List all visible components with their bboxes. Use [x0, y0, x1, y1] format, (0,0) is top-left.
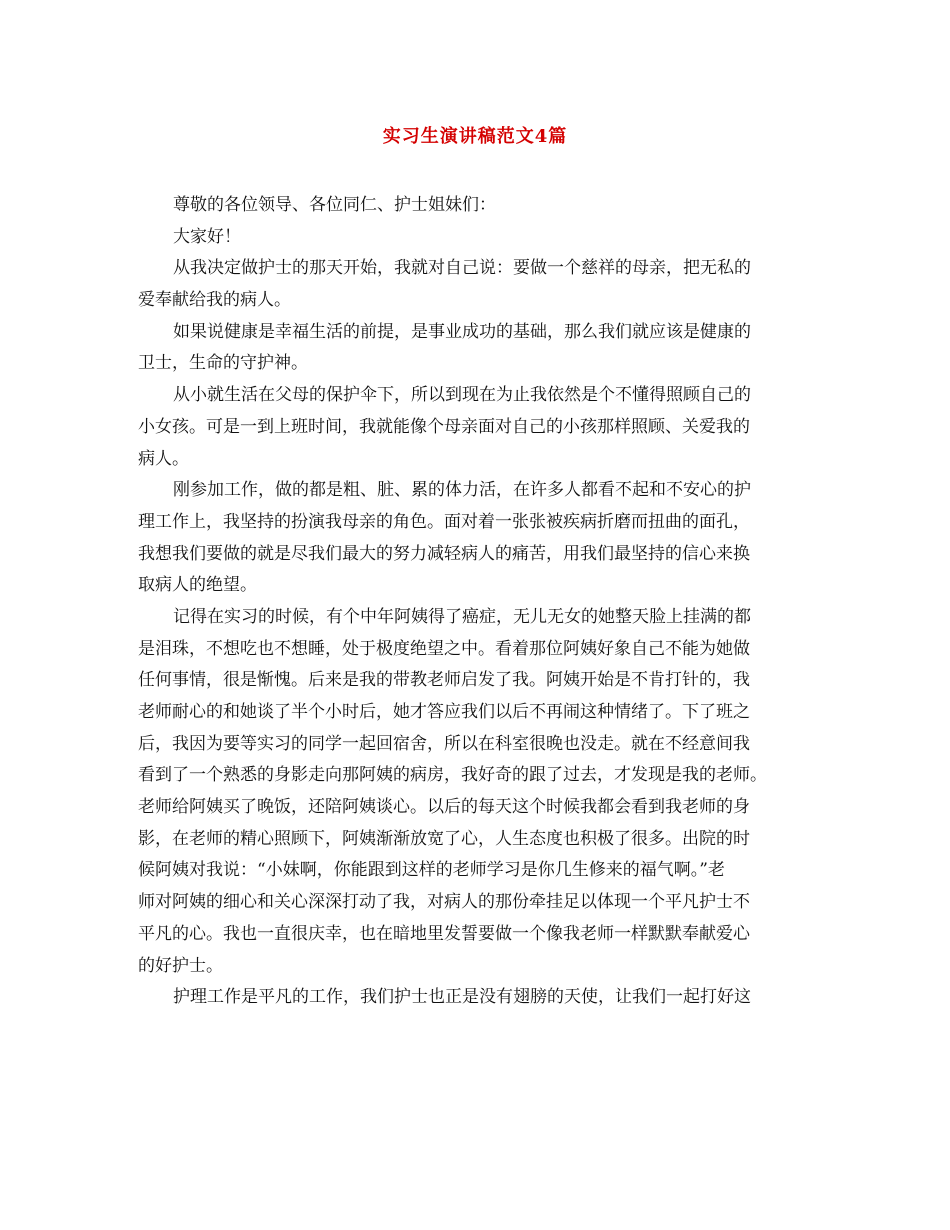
text-line: 小女孩。可是一到上班时间，我就能像个母亲面对自己的小孩那样照顾、关爱我的 [138, 416, 750, 437]
text-line: 我想我们要做的就是尽我们最大的努力减轻病人的痛苦，用我们最坚持的信心来换 [138, 543, 750, 564]
text-line: 老师耐心的和她谈了半个小时后，她才答应我们以后不再闹这种情绪了。下了班之 [138, 702, 750, 722]
text-line: 后，我因为要等实习的同学一起回宿舍，所以在科室很晚也没走。就在不经意间我 [138, 733, 750, 754]
text-line: 卫士，生命的守护神。 [138, 353, 308, 374]
text-line: 平凡的心。我也一直很庆幸，也在暗地里发誓要做一个像我老师一样默默奉献爱心 [138, 923, 750, 944]
text-line: 从我决定做护士的那天开始，我就对自己说：要做一个慈祥的母亲，把无私的 [173, 258, 751, 279]
text-line: 是泪珠，不想吃也不想睡，处于极度绝望之中。看着那位阿姨好象自己不能为她做 [138, 638, 750, 659]
text-line: 尊敬的各位领导、各位同仁、护士姐妹们： [173, 195, 496, 215]
text-line: 病人。 [138, 448, 189, 469]
text-line: 的好护士。 [138, 955, 223, 976]
text-line: 如果说健康是幸福生活的前提，是事业成功的基础，那么我们就应该是健康的 [173, 321, 751, 342]
text-line: 看到了一个熟悉的身影走向那阿姨的病房，我好奇的跟了过去，才发现是我的老师。 [138, 765, 767, 786]
text-line: 护理工作是平凡的工作，我们护士也正是没有翅膀的天使，让我们一起打好这 [173, 987, 751, 1008]
text-line: 理工作上，我坚持的扮演我母亲的角色。面对着一张张被疾病折磨而扭曲的面孔， [138, 511, 750, 532]
text-line: 影，在老师的精心照顾下，阿姨渐渐放宽了心，人生态度也积极了很多。出院的时 [138, 828, 750, 849]
text-line: 从小就生活在父母的保护伞下，所以到现在为止我依然是个不懂得照顾自己的 [173, 385, 751, 406]
text-line: 老师给阿姨买了晚饭，还陪阿姨谈心。以后的每天这个时候我都会看到我老师的身 [138, 797, 750, 818]
text-line: 记得在实习的时候，有个中年阿姨得了癌症，无儿无女的她整天脸上挂满的都 [173, 606, 751, 627]
document-title: 实习生演讲稿范文4篇 [382, 126, 568, 147]
text-line: 师对阿姨的细心和关心深深打动了我，对病人的那份牵挂足以体现一个平凡护士不 [138, 892, 750, 913]
text-line: 大家好！ [173, 226, 241, 247]
document-body [138, 190, 814, 1014]
text-line: 任何事情，很是惭愧。后来是我的带教老师启发了我。阿姨开始是不肯打针的，我 [138, 670, 750, 691]
text-line: 刚参加工作，做的都是粗、脏、累的体力活，在许多人都看不起和不安心的护 [173, 480, 751, 501]
text-line: 爱奉献给我的病人。 [138, 290, 291, 311]
text-line: 候阿姨对我说：“小妹啊，你能跟到这样的老师学习是你几生修来的福气啊。”老 [138, 860, 725, 881]
text-line: 取病人的绝望。 [138, 575, 257, 596]
